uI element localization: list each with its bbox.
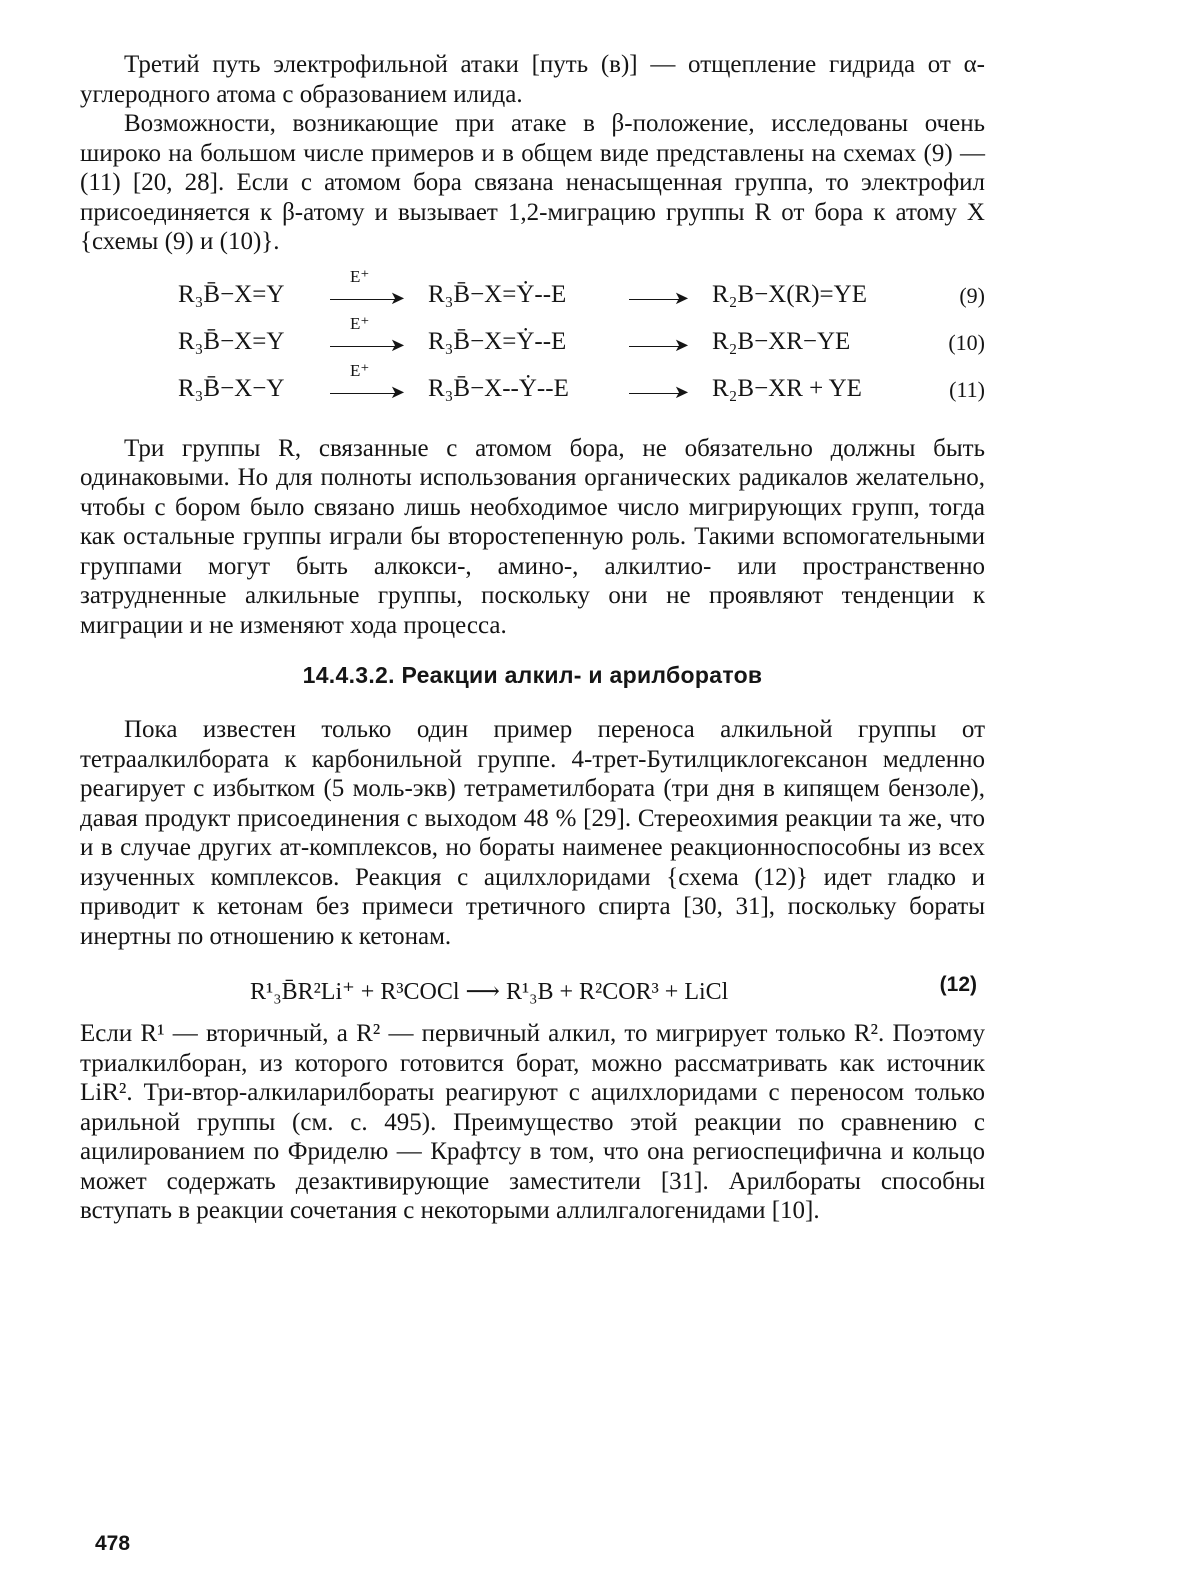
reaction-schemes (80, 266, 985, 412)
reaction-scheme-12 (80, 963, 985, 1019)
scheme-number: (12) (939, 973, 977, 996)
reaction-arrow (330, 266, 405, 317)
arrow-head-icon: ➤ (389, 381, 405, 402)
reactant: R₃B̄−X=Y (178, 280, 285, 308)
arrow-shaft (330, 346, 398, 347)
scheme-number: (10) (948, 329, 985, 355)
scheme-number: (9) (959, 282, 985, 308)
arrow-shaft (330, 393, 398, 394)
electrophile-label: E⁺ (350, 360, 370, 380)
scheme-number: (11) (949, 376, 985, 402)
product: R₂B−XR−YE (712, 327, 851, 355)
page-body (80, 50, 985, 1226)
reaction-arrow (629, 365, 689, 411)
equation-text: R¹₃B̄R²Li⁺ + R³COCl ⟶ R¹₃B + R²COR³ + LiCl (250, 979, 729, 1005)
reactant: R₃B̄−X−Y (178, 374, 285, 402)
arrow-head-icon: ➤ (673, 287, 689, 308)
section-heading: 14.4.3.2. Реакции алкил- и арилборатов (302, 662, 763, 688)
paragraph-r-groups: Три группы R, связанные с атомом бора, не обязательно должны быть одинаковыми. Но для полноты использования органических радикалов желательно, чтобы с бором было связано лишь необходимое число мигрирующих групп, тогда как остальные группы играли бы второстепенную роль. Такими вспомогательными группами могут быть алкокси-, амино-, алкилтио- или пространственно затрудненные алкильные группы, поскольку они не проявляют тенденции к миграции и не изменяют хода процесса. (80, 434, 985, 639)
reaction-scheme-10 (80, 313, 985, 365)
paragraph-beta-attack: Возможности, возникающие при атаке в β-положение, исследованы очень широко на большом числе примеров и в общем виде представлены на схемах (9) — (11) [20, 28]. Если с атомом бора связана ненасыщенная группа, то электрофил присоединяется к β-атому и вызывает 1,2-миграцию группы R от бора к атому X {схемы (9) и (10)}. (80, 110, 985, 255)
page-number: 478 (95, 1532, 131, 1555)
reaction-scheme-9 (80, 266, 985, 318)
paragraph-ylide: Третий путь электрофильной атаки [путь (в)] — отщепление гидрида от α-углеродного атома с образованием илида. (80, 51, 985, 108)
reaction-arrow (330, 360, 405, 411)
electrophile-label: E⁺ (350, 313, 370, 333)
reaction-arrow (330, 313, 405, 364)
arrow-shaft (330, 299, 398, 300)
reaction-arrow (629, 318, 689, 364)
arrow-head-icon: ➤ (389, 287, 405, 308)
reaction-arrow (629, 271, 689, 317)
intermediate: R₃B̄−X--Ẏ--E (428, 374, 569, 402)
arrow-head-icon: ➤ (673, 334, 689, 355)
intermediate: R₃B̄−X=Ẏ--E (428, 280, 567, 308)
reaction-scheme-11 (80, 360, 985, 412)
product: R₂B−X(R)=YE (712, 280, 867, 308)
intermediate: R₃B̄−X=Ẏ--E (428, 327, 567, 355)
paragraph-tetraalkylborate: Пока известен только один пример переноса алкильной группы от тетраалкилбората к карбонильной группе. 4-трет-Бутилциклогексанон медленно реагирует с избытком (5 моль-экв) тетраметилбората (три дня в кипящем бензоле), давая продукт присоединения с выходом 48 % [29]. Стереохимия реакции та же, что и в случае других ат-комплексов, но бораты наименее реакционноспособны из всех изученных комплексов. Реакция с ацилхлоридами {схема (12)} идет гладко и приводит к кетонам без примеси третичного спирта [30, 31], поскольку бораты инертны по отношению к кетонам. (80, 716, 985, 950)
product: R₂B−XR + YE (712, 374, 862, 402)
reactant: R₃B̄−X=Y (178, 327, 285, 355)
electrophile-label: E⁺ (350, 266, 370, 286)
paragraph-arylborates: Если R¹ — вторичный, а R² — первичный алкил, то мигрирует только R². Поэтому триалкилборан, из которого готовится борат, можно рассматривать как источник LiR². Три-втор-алкиларилбораты реагируют с ацилхлоридами с переносом только арильной группы (см. с. 495). Преимущество этой реакции по сравнению с ацилированием по Фриделю — Крафтсу в том, что она региоспецифична и кольцо может содержать дезактивирующие заместители [31]. Арилбораты способны вступать в реакции сочетания с некоторыми аллилгалогенидами [10]. (80, 1020, 985, 1224)
arrow-head-icon: ➤ (389, 334, 405, 355)
arrow-head-icon: ➤ (673, 381, 689, 402)
